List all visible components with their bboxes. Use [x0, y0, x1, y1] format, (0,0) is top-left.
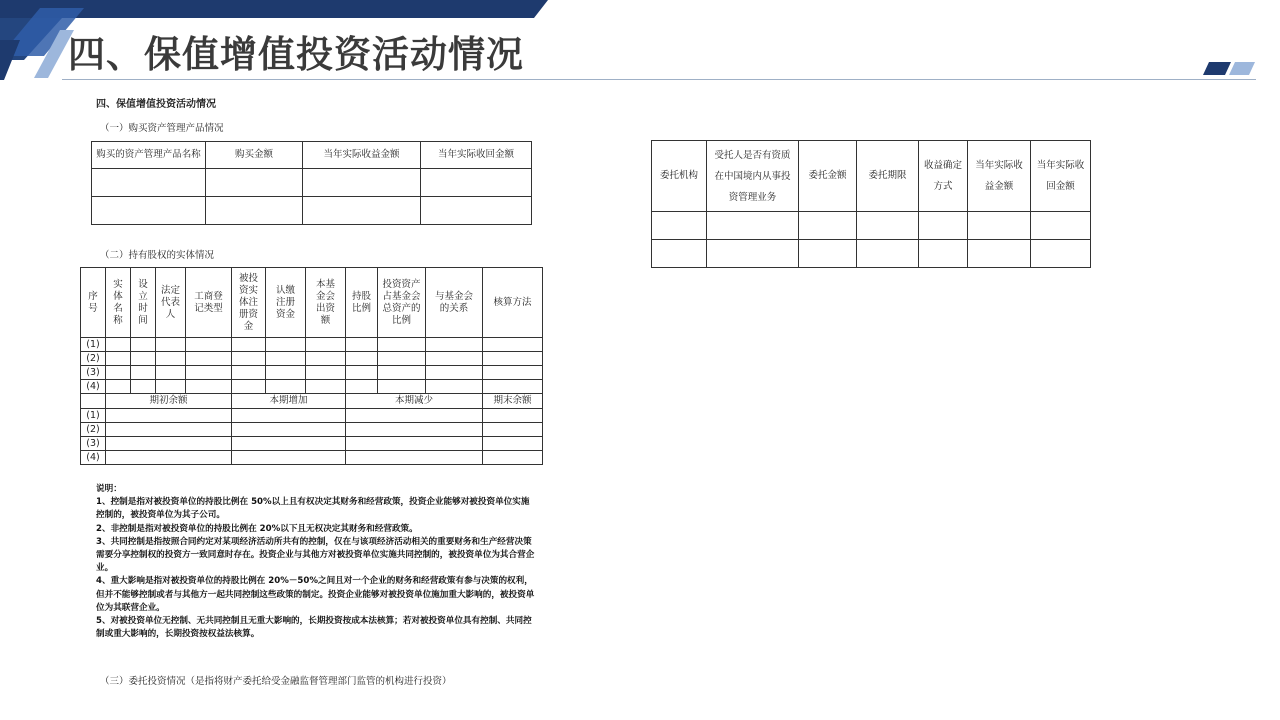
table-header-cell: 认缴注册资金: [266, 268, 306, 338]
note-item: 5、对被投资单位无控制、无共同控制且无重大影响的，长期投资按成本法核算；若对被投资单位具有控制、共同控制或重大影响的，长期投资按权益法核算。: [96, 616, 532, 640]
table-row: (3): [81, 366, 543, 380]
table-header-cell: 委托机构: [652, 141, 707, 212]
table-header-cell: 设立时间: [131, 268, 156, 338]
table-row: (4): [81, 380, 543, 394]
table-header-cell: 被投资实体注册资金: [232, 268, 266, 338]
table-header-cell: 委托期限: [857, 141, 919, 212]
table-header-cell: 投资资产占基金会总资产的比例: [378, 268, 426, 338]
table-header-cell: 与基金会的关系: [426, 268, 483, 338]
table-header-cell: 本期增加: [232, 394, 346, 409]
table-header-cell: 期初余额: [106, 394, 232, 409]
equity-entity-table: [80, 267, 543, 465]
table-header-cell: 实体名称: [106, 268, 131, 338]
table-header-cell: 委托金额: [799, 141, 857, 212]
table-header-cell: 当年实际收回金额: [421, 142, 532, 169]
table-row: [652, 240, 1091, 268]
table-header-cell: 当年实际收益金额: [968, 141, 1031, 212]
entrusted-investment-table: [651, 140, 1091, 268]
table-row: (2): [81, 423, 543, 437]
corner-accent: [1203, 62, 1255, 76]
note-item: 1、控制是指对被投资单位的持股比例在 50%以上且有权决定其财务和经营政策，投资企业能够对被投资单位实施控制的，被投资单位为其子公司。: [96, 497, 530, 521]
note-item: 4、重大影响是指对被投资单位的持股比例在 20%－50%之间且对一个企业的财务和经营政策有参与决策的权利，但并不能够控制或者与其他方一起共同控制这些政策的制定。投资企业能够对被投资单位施加重大影响的，被投资单位为其联营企业。: [96, 576, 535, 613]
table-header-cell: 受托人是否有资质在中国境内从事投资管理业务: [707, 141, 799, 212]
title-underline: [62, 79, 1256, 80]
table-row: (2): [81, 352, 543, 366]
table-header-cell: 工商登记类型: [186, 268, 232, 338]
table-row: [92, 169, 532, 197]
table-header-cell: 法定代表人: [156, 268, 186, 338]
table-row: (1): [81, 338, 543, 352]
table-header-cell: 当年实际收益金额: [303, 142, 421, 169]
subsection-heading-3: （三）委托投资情况（是指将财产委托给受金融监督管理部门监管的机构进行投资）: [100, 676, 452, 687]
note-item: 2、非控制是指对被投资单位的持股比例在 20%以下且无权决定其财务和经营政策。: [96, 523, 418, 534]
table-row: (1): [81, 409, 543, 423]
notes-title: 说明：: [96, 484, 122, 494]
table-row: [652, 212, 1091, 240]
table-header-cell: 本基金会出资额: [306, 268, 346, 338]
table-row: (4): [81, 451, 543, 465]
table-header-cell: 购买的资产管理产品名称: [92, 142, 206, 169]
table-row: [92, 197, 532, 225]
table-row: (3): [81, 437, 543, 451]
note-item: 3、共同控制是指按照合同约定对某项经济活动所共有的控制，仅在与该项经济活动相关的重要财务和生产经营决策需要分享控制权的投资方一致同意时存在。投资企业与其他方对被投资单位实施共同控制的，被投资单位为其合营企业。: [96, 536, 535, 574]
table-header-cell: 期末余额: [483, 394, 543, 409]
table-header-cell: 持股比例: [346, 268, 378, 338]
table-header-cell: 购买金额: [206, 142, 303, 169]
table-header-cell: 本期减少: [346, 394, 483, 409]
table-header-cell: 序号: [81, 268, 106, 338]
notes-block: [96, 483, 536, 641]
subsection-heading-1: （一）购买资产管理产品情况: [100, 123, 224, 134]
asset-product-table: [91, 141, 532, 225]
table-header-cell: 当年实际收回金额: [1031, 141, 1091, 212]
slide-title: 四、保值增值投资活动情况: [68, 33, 524, 76]
table-header-cell: 收益确定方式: [919, 141, 968, 212]
subsection-heading-2: （二）持有股权的实体情况: [100, 250, 215, 261]
section-heading: 四、保值增值投资活动情况: [96, 99, 216, 110]
table-header-cell: 核算方法: [483, 268, 543, 338]
